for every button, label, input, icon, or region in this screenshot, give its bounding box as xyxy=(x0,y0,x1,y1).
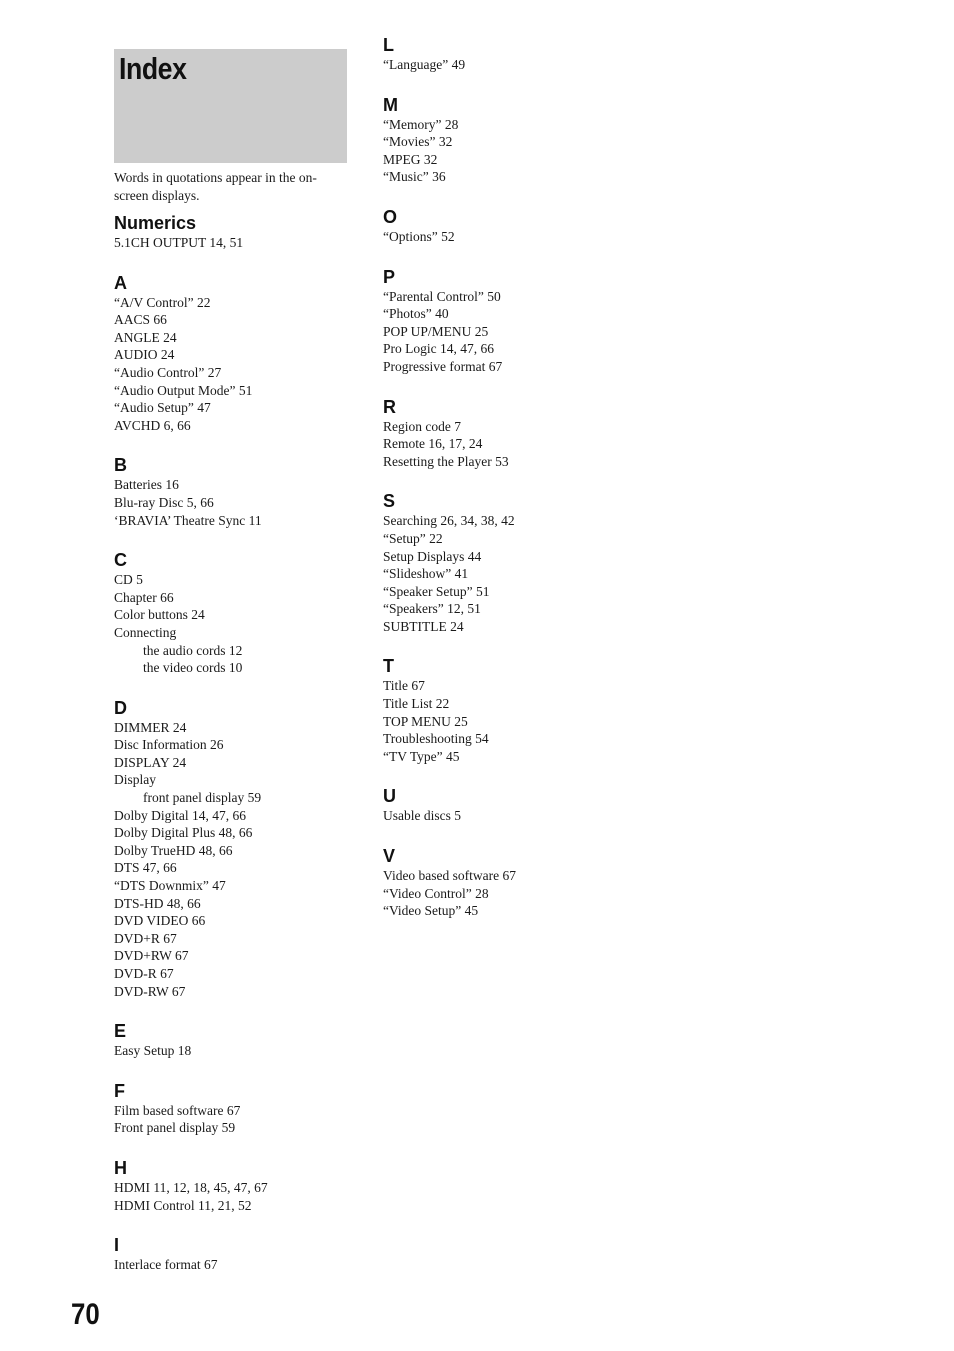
index-entry: Searching 26, 34, 38, 42 xyxy=(383,513,515,529)
index-entry: Chapter 66 xyxy=(114,589,174,605)
section-heading: H xyxy=(114,1157,127,1178)
index-entry: Disc Information 26 xyxy=(114,737,224,753)
index-entry: “Audio Output Mode” 51 xyxy=(114,382,253,398)
section-heading: E xyxy=(114,1021,127,1042)
index-entry: Troubleshooting 54 xyxy=(383,731,489,747)
section-heading: T xyxy=(383,656,394,677)
index-entry: “Setup” 22 xyxy=(383,530,443,546)
index-section-t xyxy=(383,656,623,765)
index-entry: “Parental Control” 50 xyxy=(383,288,501,304)
index-entry: MPEG 32 xyxy=(383,151,438,167)
index-entry: Remote 16, 17, 24 xyxy=(383,436,483,452)
index-subentry: the video cords 10 xyxy=(143,660,243,676)
index-entry: Connecting xyxy=(114,624,177,640)
index-entry: Dolby Digital Plus 48, 66 xyxy=(114,825,253,841)
index-subentry: the audio cords 12 xyxy=(143,642,243,658)
index-entry: AACS 66 xyxy=(114,312,167,328)
index-entry: Title 67 xyxy=(383,678,425,694)
page-number: 70 xyxy=(71,1298,100,1331)
index-entry: DVD+R 67 xyxy=(114,930,177,946)
index-entry: Blu-ray Disc 5, 66 xyxy=(114,494,214,510)
index-entry: “Video Control” 28 xyxy=(383,885,489,901)
section-heading: U xyxy=(383,786,396,807)
index-section-h xyxy=(114,1158,354,1214)
index-entry: Display xyxy=(114,772,156,788)
index-entry: ANGLE 24 xyxy=(114,329,177,345)
index-entry: “Slideshow” 41 xyxy=(383,566,469,582)
index-entry: “Movies” 32 xyxy=(383,134,453,150)
index-entry: “A/V Control” 22 xyxy=(114,294,211,310)
index-entry: “Video Setup” 45 xyxy=(383,903,479,919)
index-entry: “Audio Setup” 47 xyxy=(114,400,211,416)
section-heading: A xyxy=(114,272,127,293)
index-subentry: front panel display 59 xyxy=(143,790,262,806)
index-entry: “DTS Downmix” 47 xyxy=(114,878,226,894)
index-section-o xyxy=(383,207,623,246)
index-section-s xyxy=(383,491,623,635)
index-section-u xyxy=(383,786,623,825)
index-section-a xyxy=(114,273,354,435)
index-section-m xyxy=(383,95,623,186)
index-entry: Dolby Digital 14, 47, 66 xyxy=(114,807,246,823)
section-heading: I xyxy=(114,1235,120,1256)
index-entry: DTS-HD 48, 66 xyxy=(114,895,201,911)
index-entry: DISPLAY 24 xyxy=(114,754,187,770)
index-entry: SUBTITLE 24 xyxy=(383,618,464,634)
index-entry: “Audio Control” 27 xyxy=(114,364,222,380)
index-entry: TOP MENU 25 xyxy=(383,713,468,729)
section-heading: P xyxy=(383,266,396,287)
section-heading: M xyxy=(383,94,398,115)
index-entry: HDMI Control 11, 21, 52 xyxy=(114,1197,252,1213)
index-entry: DVD+RW 67 xyxy=(114,948,189,964)
index-entry: AUDIO 24 xyxy=(114,347,175,363)
index-entry: “Options” 52 xyxy=(383,228,455,244)
index-section-f xyxy=(114,1081,354,1137)
index-entry: DVD VIDEO 66 xyxy=(114,913,206,929)
index-entry: Front panel display 59 xyxy=(114,1120,236,1136)
index-section-b xyxy=(114,455,354,529)
index-entry: “Memory” 28 xyxy=(383,116,459,132)
index-entry: Region code 7 xyxy=(383,418,461,434)
index-entry: AVCHD 6, 66 xyxy=(114,417,191,433)
index-entry: HDMI 11, 12, 18, 45, 47, 67 xyxy=(114,1179,268,1195)
index-entry: Resetting the Player 53 xyxy=(383,453,509,469)
index-column-left xyxy=(114,213,354,1295)
index-section-c xyxy=(114,550,354,677)
index-entry: DIMMER 24 xyxy=(114,719,187,735)
index-entry: Interlace format 67 xyxy=(114,1257,218,1273)
index-entry: Color buttons 24 xyxy=(114,607,205,623)
section-heading: O xyxy=(383,206,398,227)
index-entry: ‘BRAVIA’ Theatre Sync 11 xyxy=(114,512,262,528)
section-heading: B xyxy=(114,455,127,476)
index-entry: Film based software 67 xyxy=(114,1102,241,1118)
section-heading: L xyxy=(383,35,394,55)
section-heading: D xyxy=(114,697,127,718)
index-entry: Batteries 16 xyxy=(114,477,179,493)
index-entry: CD 5 xyxy=(114,572,143,588)
section-heading: Numerics xyxy=(114,213,197,233)
index-section-p xyxy=(383,267,623,376)
index-entry: Video based software 67 xyxy=(383,868,517,884)
index-entry: “Speaker Setup” 51 xyxy=(383,583,490,599)
section-heading: F xyxy=(114,1080,125,1101)
index-entry: “Music” 36 xyxy=(383,169,446,185)
index-section-numerics xyxy=(114,213,354,252)
index-entry: “Language” 49 xyxy=(383,57,466,72)
section-heading: R xyxy=(383,396,396,417)
index-entry: “TV Type” 45 xyxy=(383,748,460,764)
section-heading: V xyxy=(383,846,396,867)
index-entry: DVD-R 67 xyxy=(114,966,174,981)
index-title-box xyxy=(114,49,347,163)
section-heading: S xyxy=(383,491,396,512)
index-entry: “Speakers” 12, 51 xyxy=(383,601,481,617)
index-entry: Setup Displays 44 xyxy=(383,548,482,564)
index-section-i xyxy=(114,1235,354,1274)
index-section-d xyxy=(114,698,354,1001)
index-entry: Progressive format 67 xyxy=(383,358,503,374)
index-column-right xyxy=(383,35,623,941)
index-entry: 5.1CH OUTPUT 14, 51 xyxy=(114,235,244,250)
index-entry: POP UP/MENU 25 xyxy=(383,323,489,339)
index-entry: Title List 22 xyxy=(383,696,450,712)
index-entry: Easy Setup 18 xyxy=(114,1043,192,1059)
section-heading: C xyxy=(114,550,127,571)
index-section-l xyxy=(383,35,623,74)
page-title: Index xyxy=(119,51,187,86)
index-entry: Pro Logic 14, 47, 66 xyxy=(383,341,494,357)
index-section-r xyxy=(383,397,623,471)
index-entry: Usable discs 5 xyxy=(383,808,461,824)
index-entry: DTS 47, 66 xyxy=(114,860,177,876)
index-entry: DVD-RW 67 xyxy=(114,983,186,999)
index-section-e xyxy=(114,1021,354,1060)
index-entry: Dolby TrueHD 48, 66 xyxy=(114,842,233,858)
index-section-v xyxy=(383,846,623,920)
index-intro-note: Words in quotations appear in the on-screen displays. xyxy=(114,170,317,203)
index-entry: “Photos” 40 xyxy=(383,306,449,322)
